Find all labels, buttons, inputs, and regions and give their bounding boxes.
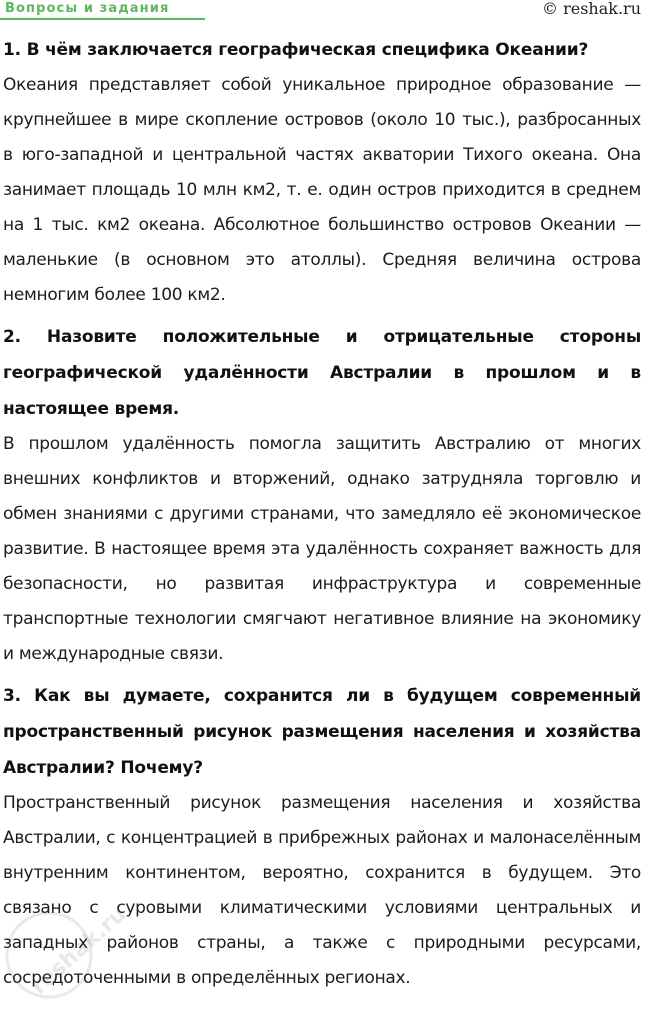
answer-2: В прошлом удалённость помогла защитить Австралию от многих внешних конфликтов и вторжений, однако затрудняла торговлю и обмен знаниями с другими странами, что замедляло её экономическое развитие. В настоящее время эта удалённость сохраняет важность для безопасности, но развитая инфраструктура и современные транспортные технологии смягчают негативное влияние на экономику и международные связи. — [3, 434, 641, 664]
section-title: Вопросы и задания — [5, 1, 170, 16]
qa-content — [3, 32, 641, 1002]
watermark-text: reshak.ru — [26, 901, 132, 1000]
answer-3: Пространственный рисунок размещения населения и хозяйства Австралии, с концентрацией в прибрежных районах и малонаселённым внутренним континентом, вероятно, сохранится в будущем. Это связано с суровыми климатическими условиями центральных и западных районов страны, а также с природными ресурсами, сосредоточенными в определённых регионах. — [3, 793, 641, 988]
section-title-underline — [0, 18, 205, 20]
answer-1: Океания представляет собой уникальное природное образование — крупнейшее в мире скопление островов (около 10 тыс.), разбросанных в юго-западной и центральной частях акватории Тихого океана. Она занимает площадь 10 млн км2, т. е. один остров приходится в среднем на 1 тыс. км2 океана. Абсолютное большинство островов Океании — маленькие (в основном это атоллы). Средняя величина острова немногим более 100 км2. — [3, 75, 641, 305]
page-header — [0, 0, 645, 24]
question-3: 3. Как вы думаете, сохранится ли в будущем современный пространственный рисунок размещения населения и хозяйства Австралии? Почему? — [3, 686, 641, 778]
question-2: 2. Назовите положительные и отрицательные стороны географической удалённости Австралии в прошлом и в настоящее время. — [3, 327, 641, 419]
site-copyright: © reshak.ru — [542, 0, 641, 18]
question-1: 1. В чём заключается географическая специфика Океании? — [3, 40, 589, 60]
